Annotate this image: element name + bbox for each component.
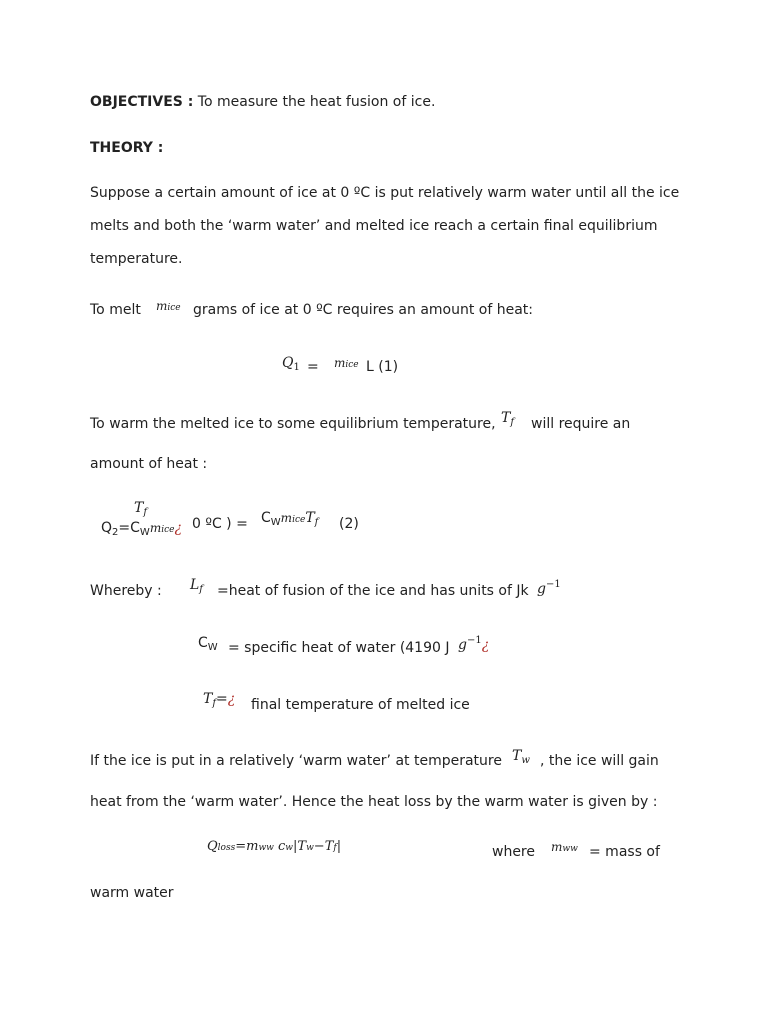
eq1-equals: = — [307, 359, 319, 375]
t-letter: T — [512, 748, 522, 764]
m-ice-symbol — [156, 300, 181, 313]
neg-one-superscript: −1 — [545, 579, 561, 590]
f-subscript: f — [510, 417, 515, 428]
w-subscript: W — [207, 642, 218, 653]
where-label: where — [492, 844, 535, 860]
m-letter: m — [334, 356, 346, 370]
cw-description: = specific heat of water (4190 J — [228, 640, 450, 656]
melt-prefix: To melt — [90, 302, 141, 318]
t-letter: T — [203, 691, 213, 707]
l-letter: L — [190, 577, 200, 593]
f-subscript: f — [143, 507, 148, 518]
g-letter: g — [537, 581, 546, 597]
g-letter: g — [458, 637, 467, 653]
tf-symbol — [501, 410, 515, 428]
t-letter: T — [134, 500, 144, 516]
m-letter: m — [280, 511, 293, 525]
t-letter: T — [305, 510, 315, 526]
equals: = — [216, 691, 228, 707]
g-inverse-2 — [458, 635, 490, 653]
q-subscript: 1 — [293, 362, 300, 373]
open-bar: | — [293, 839, 298, 854]
q-letter: Q — [101, 520, 113, 536]
objectives-line — [90, 95, 435, 109]
theory-heading: THEORY : — [90, 140, 164, 156]
m-letter: m — [551, 840, 563, 854]
lf-description: =heat of fusion of the ice and has units of Jk — [217, 583, 529, 599]
inverted-question-mark: ¿ — [227, 691, 236, 707]
w-subscript: w — [285, 843, 294, 853]
eq2-tag: (2) — [339, 516, 359, 532]
theory-para-line-2: melts and both the ‘warm water’ and melted ice reach a certain final equilibrium — [90, 218, 658, 234]
lf-symbol — [190, 577, 203, 595]
mass-of: = mass of — [589, 844, 660, 860]
w-subscript: w — [306, 843, 314, 853]
inverted-question-mark: ¿ — [481, 637, 490, 653]
m-letter: m — [246, 839, 259, 854]
inverted-question-mark: ¿ — [174, 520, 182, 536]
eq1-m-ice — [334, 357, 359, 370]
g-inverse-1 — [537, 579, 561, 597]
eq1-q1 — [282, 355, 300, 373]
w-subscript: W — [139, 527, 150, 538]
warm-water-line: warm water — [90, 885, 174, 901]
eq1-tag: L (1) — [366, 359, 399, 375]
c-letter: C — [198, 635, 208, 651]
ice-put-prefix: If the ice is put in a relatively ‘warm water’ at temperature — [90, 753, 502, 769]
ice-subscript: ice — [345, 360, 359, 370]
f-subscript: f — [212, 698, 217, 709]
c-letter: C — [261, 510, 271, 526]
close-bar: | — [336, 839, 342, 854]
ice-subscript: ice — [292, 515, 306, 525]
q-loss-equation — [207, 840, 341, 853]
f-subscript: f — [199, 584, 203, 595]
m-letter: m — [156, 299, 168, 313]
ice-subscript: ice — [167, 303, 181, 313]
melt-suffix: grams of ice at 0 ºC requires an amount of heat: — [193, 302, 533, 318]
q-subscript: 2 — [112, 527, 119, 538]
t-letter: T — [501, 410, 511, 426]
theory-para-line-1: Suppose a certain amount of ice at 0 ºC is put relatively warm water until all the ice — [90, 185, 680, 201]
ice-subscript: ice — [161, 525, 175, 535]
objectives-heading: OBJECTIVES : — [90, 94, 194, 110]
w-subscript: W — [270, 517, 281, 528]
eq2-right — [261, 510, 319, 528]
tf-description: final temperature of melted ice — [251, 697, 470, 713]
w-subscript: w — [521, 755, 530, 766]
eq2-mid: 0 ºC ) = — [192, 516, 248, 532]
f-subscript: f — [333, 843, 337, 853]
ww-subscript: ww — [258, 843, 274, 853]
objectives-text: To measure the heat fusion of ice. — [197, 94, 436, 110]
equals: = — [235, 839, 247, 854]
f-subscript: f — [314, 517, 319, 528]
ice-put-suffix: , the ice will gain — [540, 753, 659, 769]
heat-from-line: heat from the ‘warm water’. Hence the heat loss by the warm water is given by : — [90, 794, 658, 810]
m-ww-symbol — [551, 841, 578, 854]
amount-line: amount of heat : — [90, 456, 208, 472]
q-letter: Q — [282, 355, 294, 371]
q-letter: Q — [207, 839, 218, 854]
tw-symbol — [512, 748, 530, 766]
whereby-label: Whereby : — [90, 583, 162, 599]
warm-prefix: To warm the melted ice to some equilibrium temperature, — [90, 416, 496, 432]
c-letter: c — [278, 839, 286, 854]
minus-sign: − — [313, 839, 325, 854]
t-letter: T — [297, 839, 307, 854]
ww-subscript: ww — [562, 844, 578, 854]
theory-para-line-3: temperature. — [90, 251, 183, 267]
eq-c: =C — [118, 520, 140, 536]
eq2-left — [101, 520, 182, 538]
t-letter: T — [324, 839, 334, 854]
m-letter: m — [149, 521, 162, 535]
eq2-tf-above — [134, 500, 148, 518]
warm-suffix: will require an — [531, 416, 631, 432]
neg-one-superscript: −1 — [466, 635, 482, 646]
cw-symbol — [198, 635, 218, 653]
loss-subscript: loss — [217, 843, 236, 853]
tf-def-symbol — [203, 691, 236, 709]
